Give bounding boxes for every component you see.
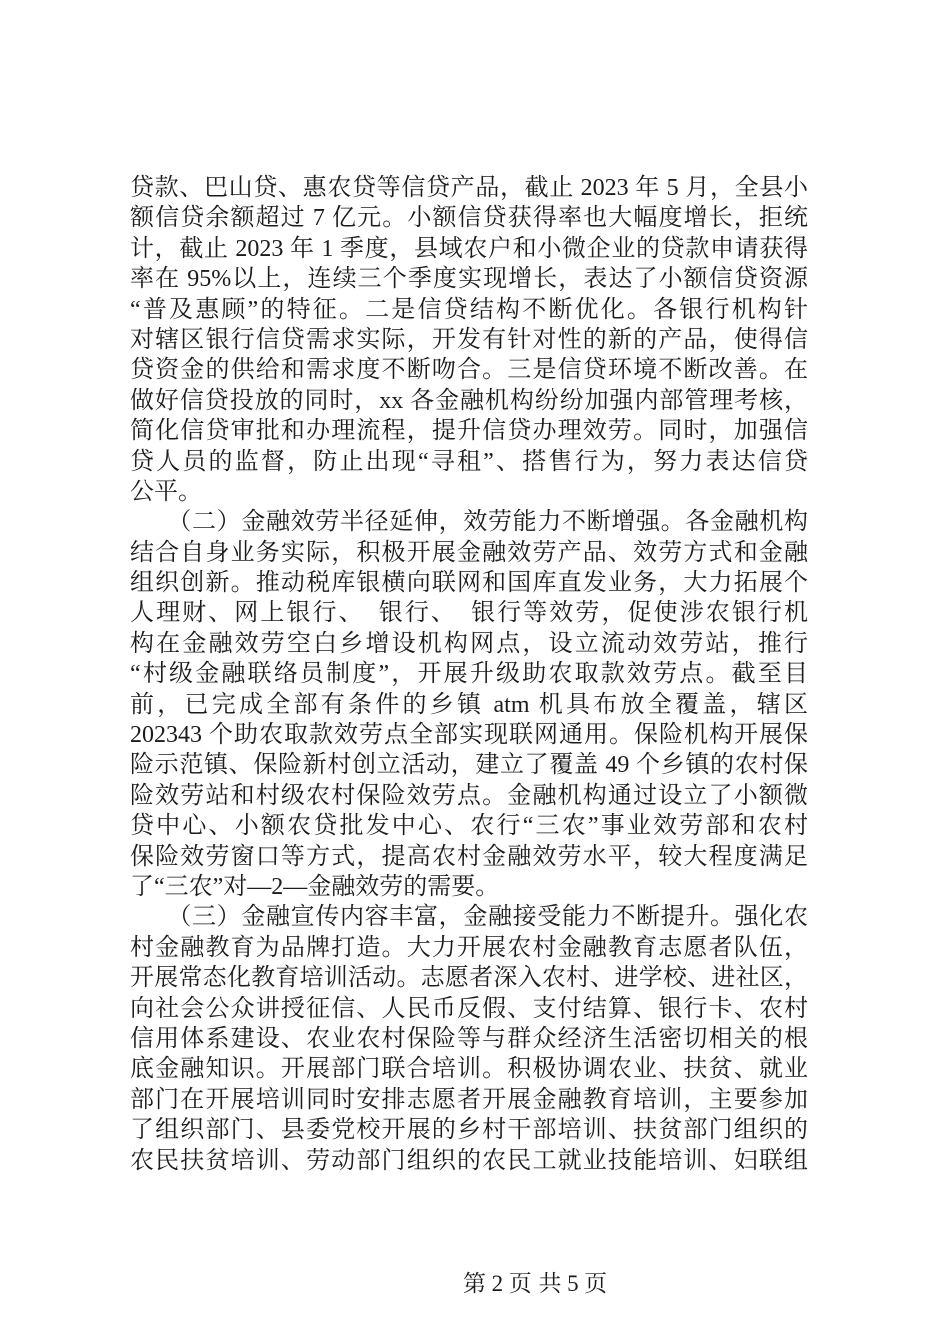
text-line: 贷款、巴山贷、惠农贷等信贷产品，截止 2023 年 5 月，全县小 bbox=[130, 175, 808, 201]
text-line: （三）金融宣传内容丰富，金融接受能力不断提升。强化农 bbox=[130, 904, 808, 931]
text-line: 公平。 bbox=[130, 478, 202, 505]
text-line: 组织创新。推动税库银横向联网和国库直发业务，大力拓展个 bbox=[130, 570, 808, 597]
page-number-label: 第 2 页 共 5 页 bbox=[463, 1271, 608, 1296]
text-line: 额信贷余额超过 7 亿元。小额信贷获得率也大幅度增长，拒统 bbox=[130, 205, 808, 232]
text-line: 前，已完成全部有条件的乡镇 atm 机具布放全覆盖，辖区 bbox=[130, 691, 808, 718]
text-line: 险示范镇、保险新村创立活动，建立了覆盖 49 个乡镇的农村保 bbox=[130, 752, 808, 779]
text-line: 贷中心、小额农贷批发中心、农行“三农”事业效劳部和农村 bbox=[130, 813, 808, 840]
text-line: 做好信贷投放的同时，xx 各金融机构纷纷加强内部管理考核， bbox=[130, 387, 808, 414]
text-line: 了组织部门、县委党校开展的乡村干部培训、扶贫部门组织的 bbox=[130, 1117, 808, 1144]
text-line: 贷资金的供给和需求度不断吻合。三是信贷环境不断改善。在 bbox=[130, 357, 808, 384]
text-line: 结合自身业务实际，积极开展金融效劳产品、效劳方式和金融 bbox=[130, 539, 808, 566]
text-line: 保险效劳窗口等方式，提高农村金融效劳水平，较大程度满足 bbox=[130, 843, 808, 870]
text-line: “普及惠顾”的特征。二是信贷结构不断优化。各银行机构针 bbox=[130, 296, 808, 323]
text-line: 对辖区银行信贷需求实际，开发有针对性的新的产品，使得信 bbox=[130, 326, 808, 353]
text-line: 计，截止 2023 年 1 季度，县域农户和小微企业的贷款申请获得 bbox=[130, 235, 808, 262]
text-line: 农民扶贫培训、劳动部门组织的农民工就业技能培训、妇联组 bbox=[130, 1147, 808, 1174]
text-line: 简化信贷审批和办理流程，提升信贷办理效劳。同时，加强信 bbox=[130, 418, 808, 445]
document-body bbox=[130, 173, 808, 1176]
text-line: 村金融教育为品牌打造。大力开展农村金融教育志愿者队伍， bbox=[130, 934, 808, 961]
text-line: 了“三农”对—2—金融效劳的需要。 bbox=[130, 873, 500, 900]
text-line: 202343 个助农取款效劳点全部实现联网通用。保险机构开展保 bbox=[130, 722, 808, 749]
text-line: （二）金融效劳半径延伸，效劳能力不断增强。各金融机构 bbox=[130, 509, 808, 536]
text-line: 贷人员的监督，防止出现“寻租”、搭售行为，努力表达信贷 bbox=[130, 448, 808, 475]
text-line: 率在 95%以上，连续三个季度实现增长，表达了小额信贷资源 bbox=[130, 266, 808, 293]
text-line: 险效劳站和村级农村保险效劳点。金融机构通过设立了小额微 bbox=[130, 782, 808, 809]
text-line: “村级金融联络员制度”，开展升级助农取款效劳点。截至目 bbox=[130, 661, 808, 688]
text-line: 人理财、网上银行、 银行、 银行等效劳，促使涉农银行机 bbox=[130, 600, 808, 627]
text-line: 底金融知识。开展部门联合培训。积极协调农业、扶贫、就业 bbox=[130, 1056, 808, 1083]
text-line: 信用体系建设、农业农村保险等与群众经济生活密切相关的根 bbox=[130, 1025, 808, 1052]
text-line: 构在金融效劳空白乡增设机构网点，设立流动效劳站，推行 bbox=[130, 630, 808, 657]
text-line: 部门在开展培训同时安排志愿者开展金融教育培训，主要参加 bbox=[130, 1086, 808, 1113]
text-line: 向社会公众讲授征信、人民币反假、支付结算、银行卡、农村 bbox=[130, 995, 808, 1022]
text-line: 开展常态化教育培训活动。志愿者深入农村、进学校、进社区， bbox=[130, 965, 808, 992]
page-footer bbox=[438, 1239, 608, 1324]
